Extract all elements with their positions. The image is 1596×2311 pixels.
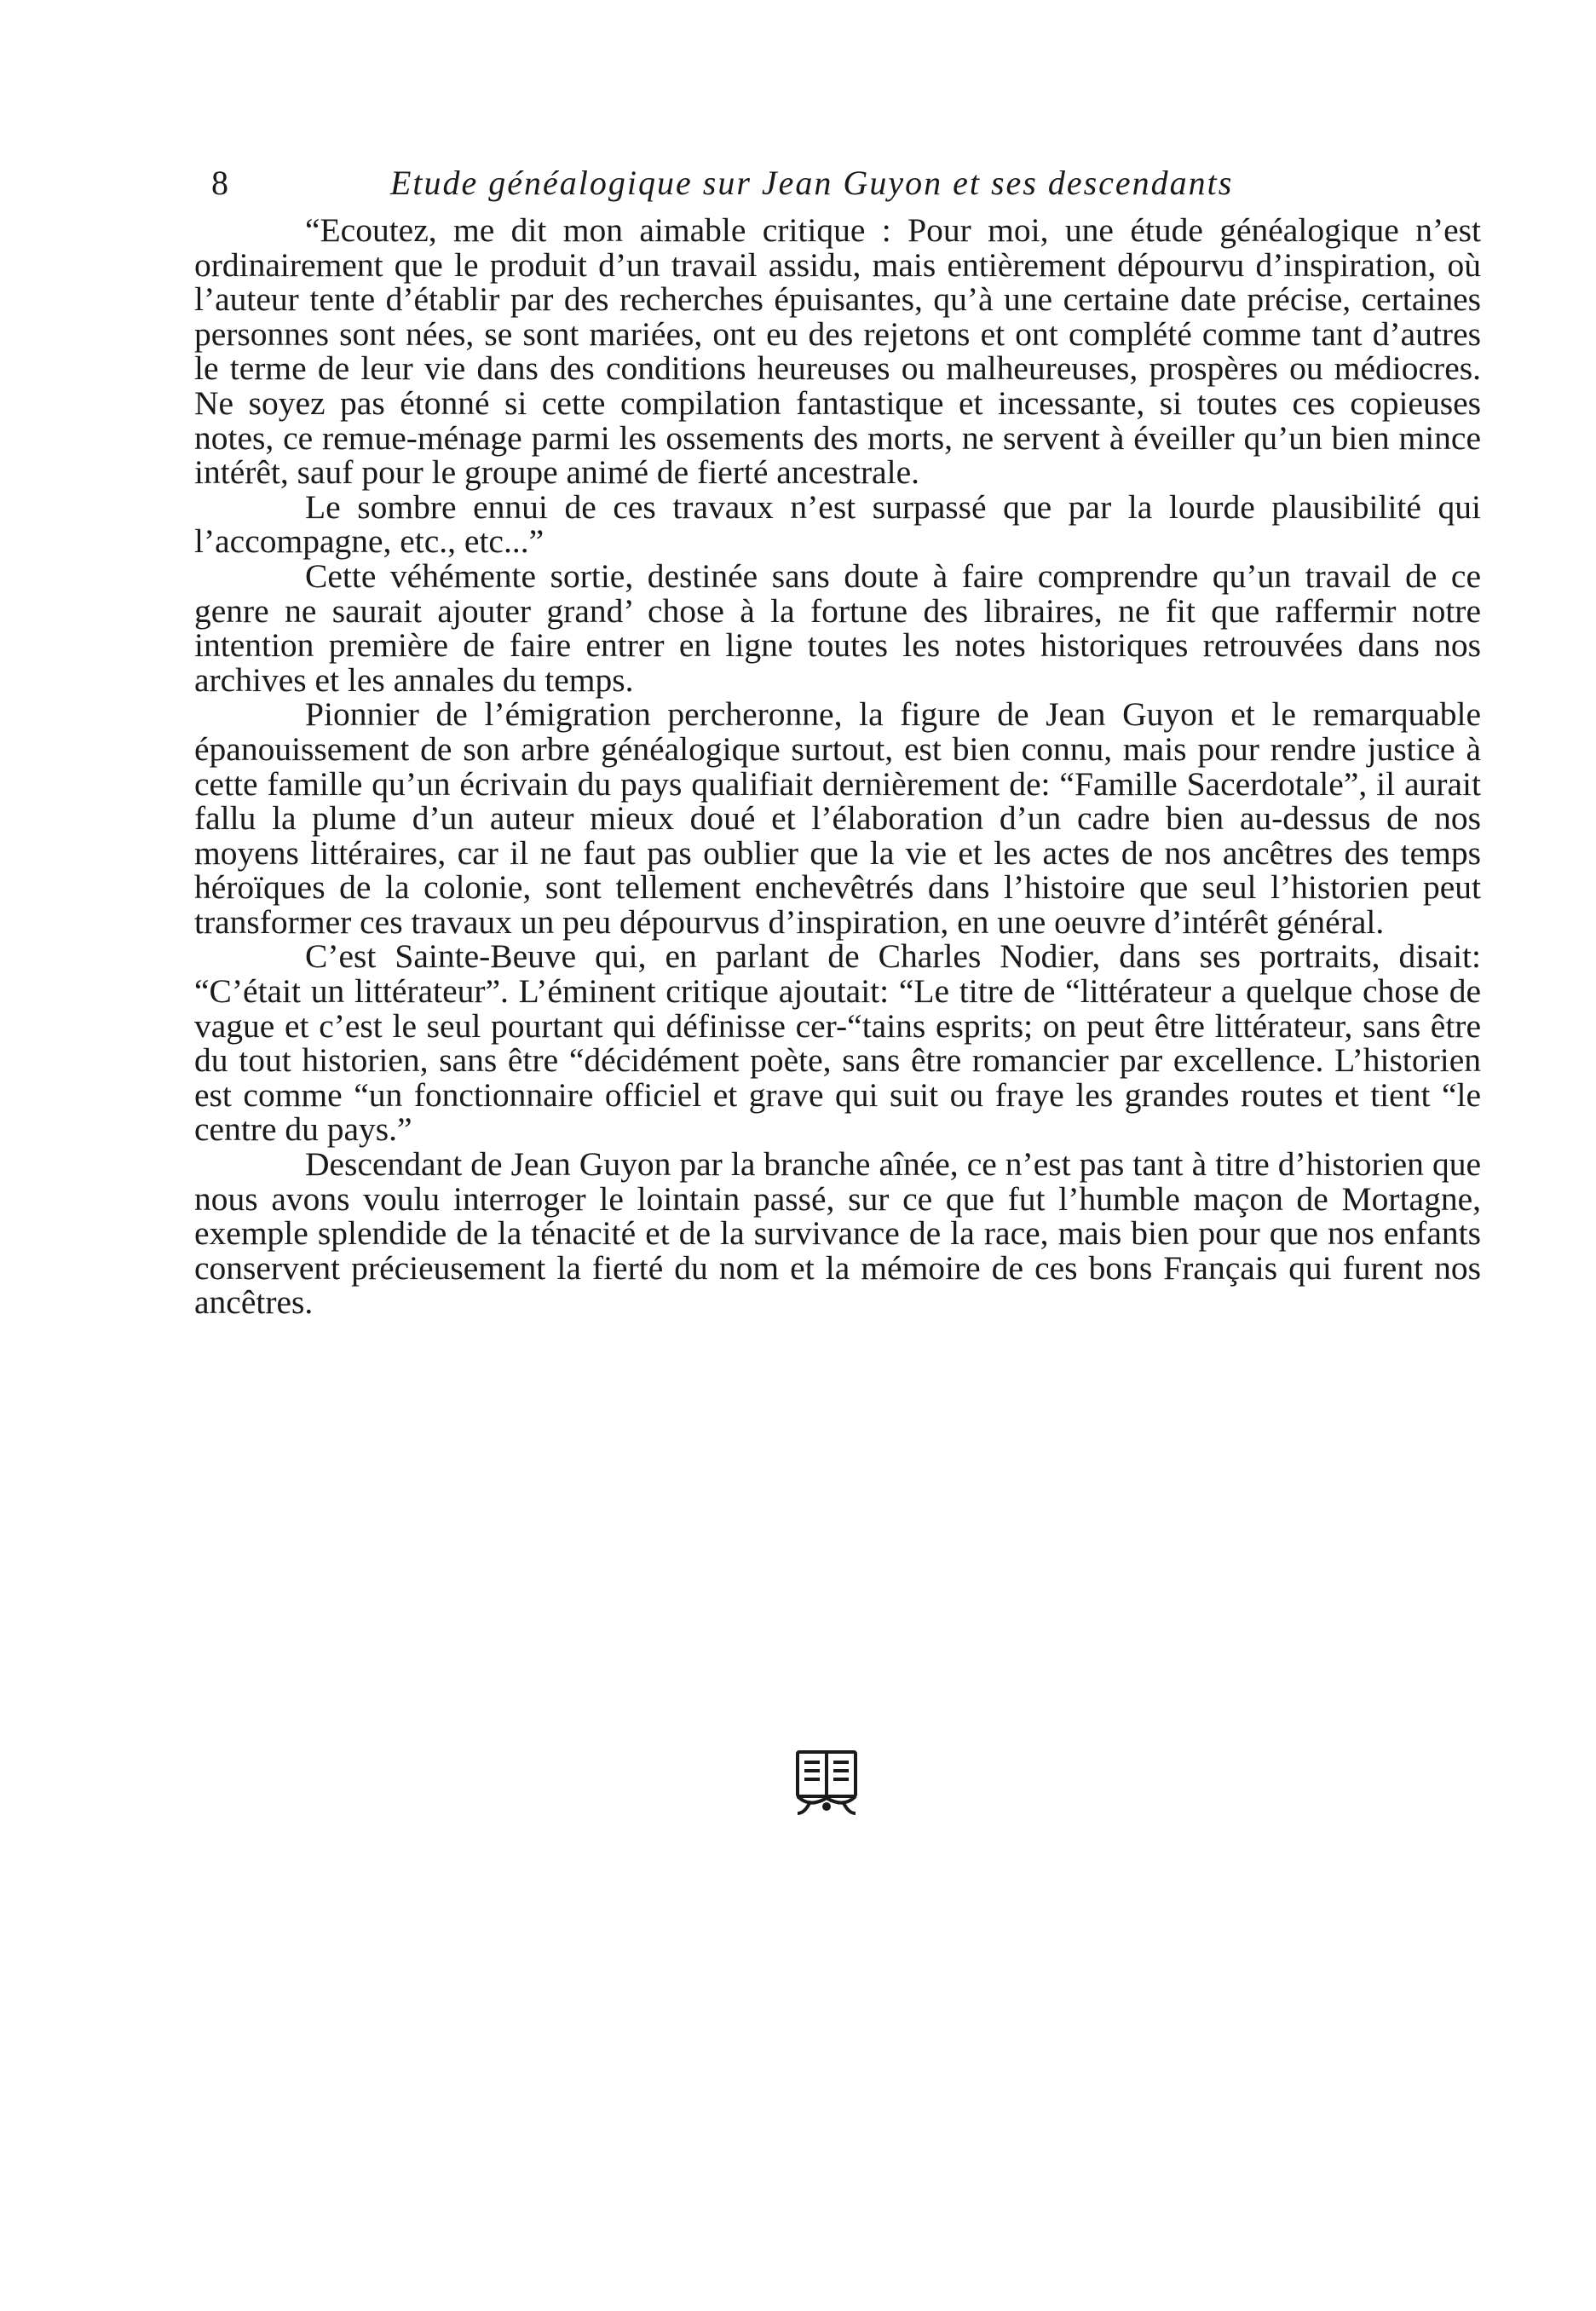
paragraph-3: Cette véhémente sortie, destinée sans doute à faire comprendre qu’un travail de ce genre ne saurait ajouter grand’ chose à la fortune des libraires, ne fit que raffermir notre intention première de faire entrer en ligne toutes les notes historiques retrouvées dans nos archives et les annales du temps.: [194, 556, 1481, 699]
paragraph-6: Descendant de Jean Guyon par la branche aînée, ce n’est pas tant à titre d’historien que nous avons voulu interroger le lointain passé, sur ce que fut l’humble maçon de Mortagne, exemple splendide de la ténacité et de la survivance de la race, mais bien pour que nos enfants conservent précieusement la fierté du nom et la mémoire de ces bons Français qui furent nos ancêtres.: [194, 1145, 1481, 1322]
running-title: Etude généalogique sur Jean Guyon et ses descendants: [390, 164, 1234, 202]
body-text: [194, 213, 1481, 1320]
paragraph-2: Le sombre ennui de ces travaux n’est surpassé que par la lourde plausibilité qui l’accompagne, etc., etc...”: [194, 487, 1481, 561]
book-ornament-icon: [792, 1747, 861, 1818]
page-header: [211, 162, 1319, 213]
paragraph-5: C’est Sainte-Beuve qui, en parlant de Charles Nodier, dans ses portraits, disait: “C’était un littérateur”. L’éminent critique ajoutait: “Le titre de “littérateur a quelque chose de vague et c’est le seul pourtant qui définisse cer-“tains esprits; on peut être littérateur, sans être du tout historien, sans être “décidément poète, sans être romancier par excellence. L’historien est comme “un fonctionnaire officiel et grave qui suit ou fraye les grandes routes et tient “le centre du pays.”: [194, 937, 1481, 1149]
page-number: 8: [211, 164, 228, 202]
paragraph-1: “Ecoutez, me dit mon aimable critique : Pour moi, une étude généalogique n’est ordinairement que le produit d’un travail assidu, mais entièrement dépourvu d’inspiration, où l’auteur tente d’établir par des recherches épuisantes, qu’à une certaine date précise, certaines personnes sont nées, se sont mariées, ont eu des rejetons et ont complété comme tant d’autres le terme de leur vie dans des conditions heureuses ou malheureuses, prospères ou médiocres. Ne soyez pas étonné si cette compilation fantastique et incessante, si toutes ces copieuses notes, ce remue-ménage parmi les ossements des morts, ne servent à éveiller qu’un bien mince intérêt, sauf pour le groupe animé de fierté ancestrale.: [194, 211, 1481, 492]
paragraph-4: Pionnier de l’émigration percheronne, la figure de Jean Guyon et le remarquable épanouissement de son arbre généalogique surtout, est bien connu, mais pour rendre justice à cette famille qu’un écrivain du pays qualifiait dernièrement de: “Famille Sacerdotale”, il aurait fallu la plume d’un auteur mieux doué et l’élaboration d’un cadre bien au-dessus de nos moyens littéraires, car il ne faut pas oublier que la vie et les actes de nos ancêtres des temps héroïques de la colonie, sont tellement enchevêtrés dans l’histoire que seul l’historien peut transformer ces travaux un peu dépourvus d’inspiration, en une oeuvre d’intérêt général.: [194, 695, 1481, 941]
